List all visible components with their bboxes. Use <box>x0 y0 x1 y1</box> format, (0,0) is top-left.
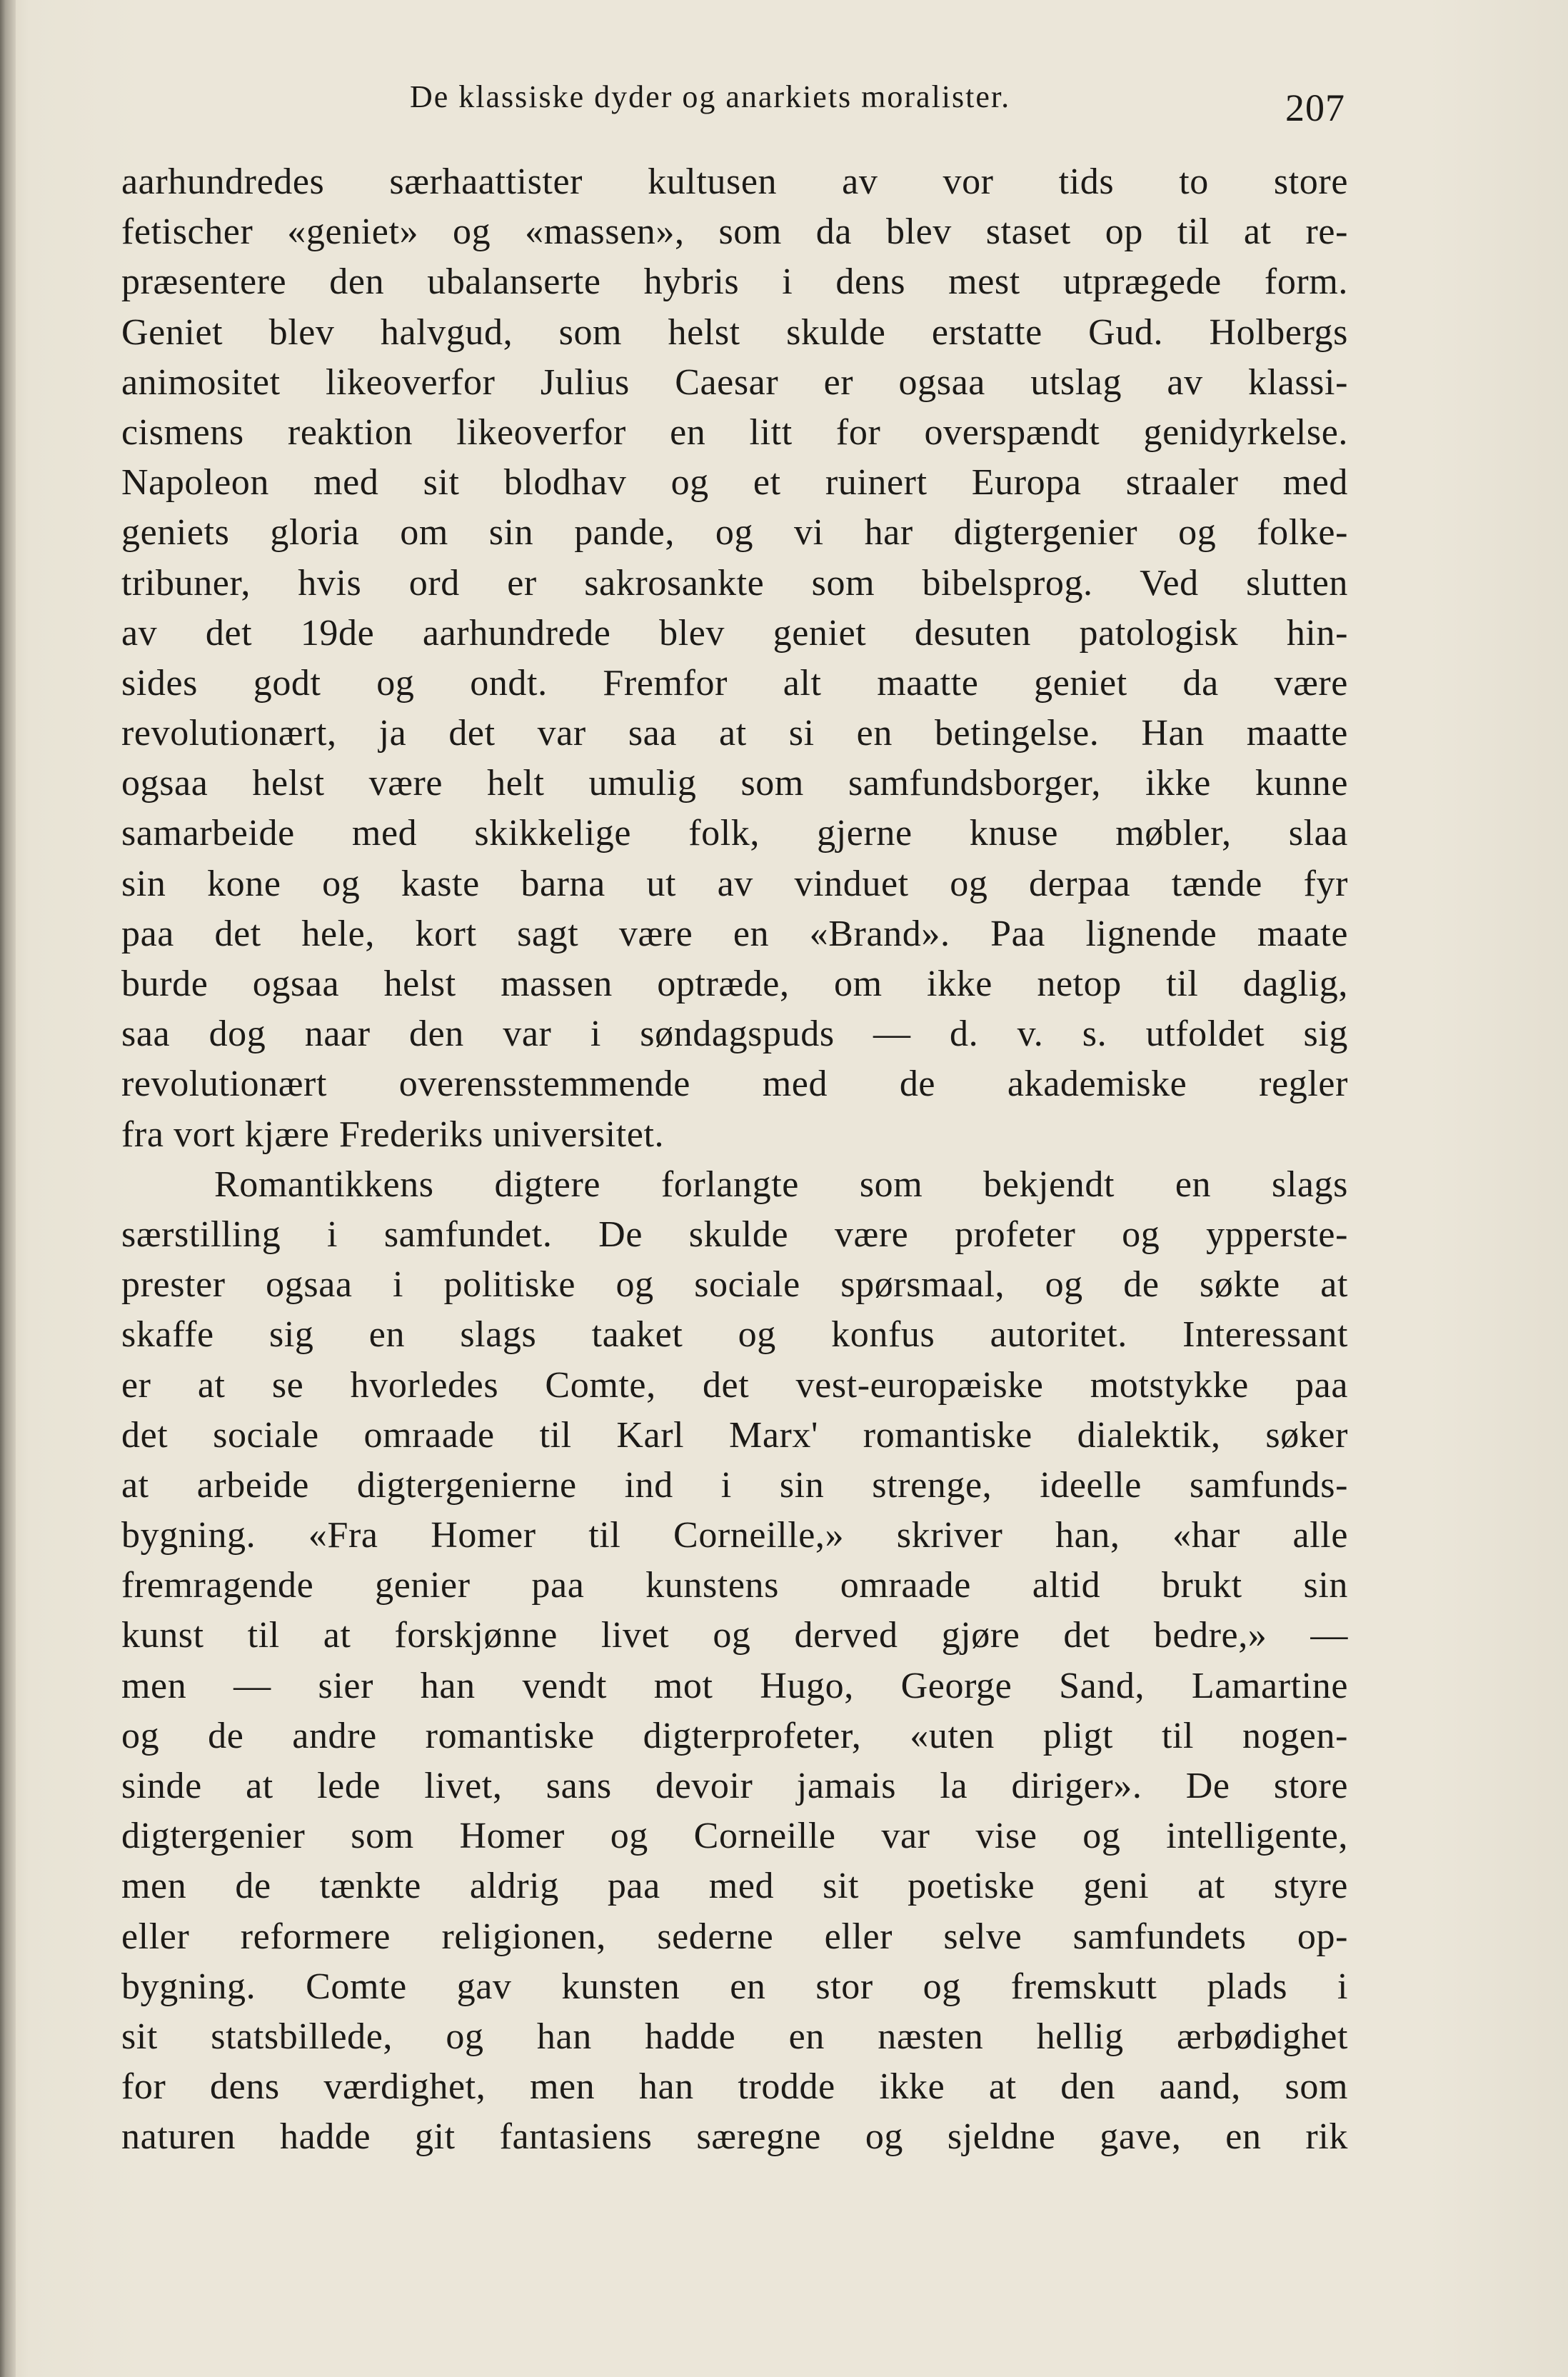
text-line: sides godt og ondt. Fremfor alt maatte geniet da være <box>121 662 1348 704</box>
text-line: er at se hvorledes Comte, det vest-europæiske motstykke paa <box>121 1364 1348 1406</box>
text-line: geniets gloria om sin pande, og vi har digtergenier og folke- <box>121 512 1348 554</box>
text-line: paa det hele, kort sagt være en «Brand». Paa lignende maate <box>121 913 1348 954</box>
text-line: for dens værdighet, men han trodde ikke at den aand, som <box>121 2066 1348 2108</box>
text-line: men de tænkte aldrig paa med sit poetiske geni at styre <box>121 1866 1348 1907</box>
text-line: cismens reaktion likeoverfor en litt for overspændt genidyrkelse. <box>121 411 1348 453</box>
text-line: det sociale omraade til Karl Marx' romantiske dialektik, søker <box>121 1414 1348 1456</box>
text-line: eller reformere religionen, sederne eller selve samfundets op- <box>121 1916 1348 1957</box>
text-line: fremragende genier paa kunstens omraade altid brukt sin <box>121 1565 1348 1606</box>
text-line: og de andre romantiske digterprofeter, «uten pligt til nogen- <box>121 1715 1348 1756</box>
text-line: aarhundredes særhaattister kultusen av vor tids to store <box>121 161 1348 202</box>
text-line: bygning. «Fra Homer til Corneille,» skriver han, «har alle <box>121 1515 1348 1556</box>
page-header <box>0 71 1568 136</box>
text-line: at arbeide digtergenierne ind i sin strenge, ideelle samfunds- <box>121 1464 1348 1506</box>
page-binding-edge <box>0 0 16 2377</box>
text-line: prester ogsaa i politiske og sociale spørsmaal, og de søkte at <box>121 1264 1348 1306</box>
text-line: av det 19de aarhundrede blev geniet desuten patologisk hin- <box>121 612 1348 654</box>
running-title: De klassiske dyder og anarkiets moralister. <box>410 79 1011 114</box>
text-line: skaffe sig en slags taaket og konfus autoritet. Interessant <box>121 1314 1348 1356</box>
text-line: sin kone og kaste barna ut av vinduet og derpaa tænde fyr <box>121 863 1348 904</box>
text-line: animositet likeoverfor Julius Caesar er ogsaa utslag av klassi- <box>121 361 1348 403</box>
text-line: fetischer «geniet» og «massen», som da blev staset op til at re- <box>121 211 1348 253</box>
text-line: men — sier han vendt mot Hugo, George Sand, Lamartine <box>121 1665 1348 1706</box>
text-line: bygning. Comte gav kunsten en stor og fremskutt plads i <box>121 1966 1348 2007</box>
text-line: Napoleon med sit blodhav og et ruinert Europa straaler med <box>121 462 1348 504</box>
text-line: revolutionært overensstemmende med de akademiske regler <box>121 1064 1348 1105</box>
text-line: sinde at lede livet, sans devoir jamais la diriger». De store <box>121 1766 1348 1806</box>
text-line: samarbeide med skikkelige folk, gjerne knuse møbler, slaa <box>121 813 1348 854</box>
text-line: digtergenier som Homer og Corneille var vise og intelligente, <box>121 1816 1348 1857</box>
text-line: sit statsbillede, og han hadde en næsten hellig ærbødighet <box>121 2016 1348 2057</box>
text-line: præsentere den ubalanserte hybris i dens mest utprægede form. <box>121 261 1348 303</box>
text-line: ogsaa helst være helt umulig som samfundsborger, ikke kunne <box>121 763 1348 804</box>
text-line: naturen hadde git fantasiens særegne og sjeldne gave, en rik <box>121 2116 1348 2158</box>
text-line: tribuner, hvis ord er sakrosankte som bibelsprog. Ved slutten <box>121 562 1348 604</box>
text-line: burde ogsaa helst massen optræde, om ikke netop til daglig, <box>121 964 1348 1004</box>
text-line: kunst til at forskjønne livet og derved gjøre det bedre,» — <box>121 1615 1348 1656</box>
text-line: særstilling i samfundet. De skulde være profeter og ypperste- <box>121 1213 1348 1255</box>
body-text <box>121 157 1348 2163</box>
text-line: Geniet blev halvgud, som helst skulde erstatte Gud. Holbergs <box>121 311 1348 353</box>
text-line: fra vort kjære Frederiks universitet. <box>121 1114 665 1155</box>
text-line: revolutionært, ja det var saa at si en betingelse. Han maatte <box>121 713 1348 754</box>
text-line: saa dog naar den var i søndagspuds — d. v. s. utfoldet sig <box>121 1014 1348 1055</box>
text-line: Romantikkens digtere forlangte som bekjendt en slags <box>214 1164 1348 1205</box>
page-number: 207 <box>1285 86 1345 129</box>
